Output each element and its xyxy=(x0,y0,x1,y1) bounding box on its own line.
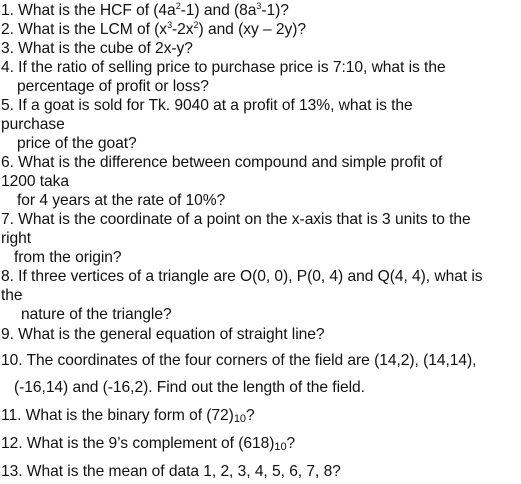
q11-text: 11. What is the binary form of (72) xyxy=(1,407,234,424)
question-13 xyxy=(1,460,519,484)
q8-line-3: nature of the triangle? xyxy=(21,306,172,323)
question-8 xyxy=(1,267,519,324)
question-7 xyxy=(1,210,519,267)
question-1 xyxy=(1,1,519,20)
q2-text-a: 2. What is the LCM of (x xyxy=(1,21,168,38)
q3-text: 3. What is the cube of 2x-y? xyxy=(1,40,193,57)
q8-line-1: 8. If three vertices of a triangle are O(0, 0), P(0, 4) and Q(4, 4), what is xyxy=(1,268,483,285)
question-6 xyxy=(1,153,519,210)
question-10 xyxy=(1,349,519,400)
question-11 xyxy=(1,404,519,428)
question-9 xyxy=(1,325,519,344)
question-3 xyxy=(1,39,519,58)
q1-text-b: -1) and (8a xyxy=(180,2,257,19)
question-4 xyxy=(1,58,519,96)
q1-exponent-1: 2 xyxy=(175,1,181,11)
q2-text-b: -2x xyxy=(172,21,194,38)
q2-exponent-1: 3 xyxy=(167,20,173,30)
q1-text-c: -1)? xyxy=(261,2,289,19)
q6-line-2: 1200 taka xyxy=(1,173,70,190)
q6-line-1: 6. What is the difference between compound and simple profit of xyxy=(1,154,443,171)
q5-line-2: purchase xyxy=(1,116,65,133)
q1-text-a: 1. What is the HCF of (4a xyxy=(1,2,176,19)
question-2 xyxy=(1,20,519,39)
question-12 xyxy=(1,432,519,456)
q10-line-1: 10. The coordinates of the four corners of the field are (14,2), (14,14), xyxy=(1,352,477,369)
q2-exponent-2: 2 xyxy=(193,20,199,30)
q7-line-2: right xyxy=(1,230,32,247)
q12-base: 10 xyxy=(274,441,287,453)
q12-text: 12. What is the 9’s complement of (618) xyxy=(1,435,275,452)
q7-line-1: 7. What is the coordinate of a point on the x-axis that is 3 units to the xyxy=(1,211,471,228)
q13-text: 13. What is the mean of data 1, 2, 3, 4, 5, 6, 7, 8? xyxy=(1,463,341,480)
q7-line-3: from the origin? xyxy=(14,249,122,266)
q2-text-c: ) and (xy – 2y)? xyxy=(198,21,307,38)
question-5 xyxy=(1,96,519,153)
q6-line-3: for 4 years at the rate of 10%? xyxy=(17,192,226,209)
q10-line-2: (-16,14) and (-16,2). Find out the length of the field. xyxy=(14,379,365,396)
q8-line-2: the xyxy=(1,287,23,304)
q1-exponent-2: 3 xyxy=(256,1,262,11)
q4-line-2: percentage of profit or loss? xyxy=(17,78,209,95)
q12-end: ? xyxy=(286,435,296,452)
q5-line-3: price of the goat? xyxy=(17,135,137,152)
q9-text: 9. What is the general equation of straight line? xyxy=(1,326,325,343)
question-document xyxy=(1,0,519,484)
q5-line-1: 5. If a goat is sold for Tk. 9040 at a profit of 13%, what is the xyxy=(1,97,413,114)
q11-base: 10 xyxy=(233,413,246,425)
q4-line-1: 4. If the ratio of selling price to purchase price is 7:10, what is the xyxy=(1,59,446,76)
q11-end: ? xyxy=(245,407,255,424)
